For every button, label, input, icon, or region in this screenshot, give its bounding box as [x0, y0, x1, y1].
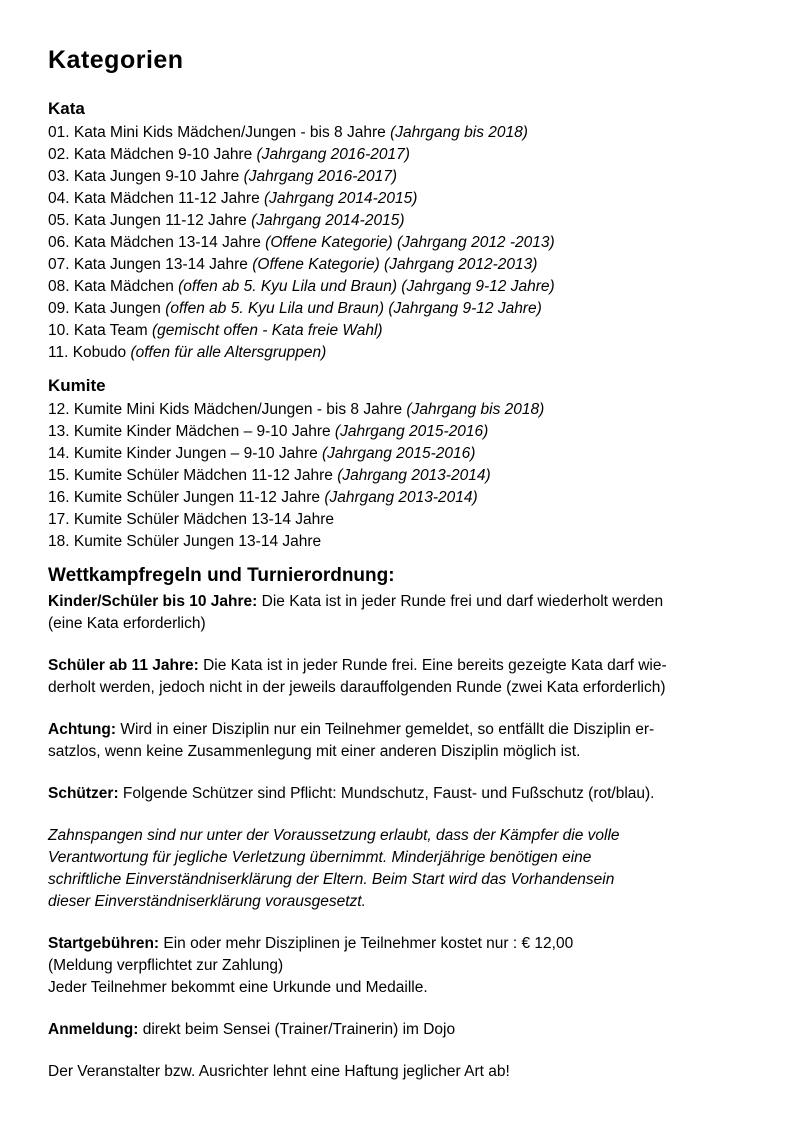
text-segment: (Meldung verpflichtet zur Zahlung)	[48, 957, 284, 974]
text-segment: (offen für alle Altersgruppen)	[130, 344, 327, 361]
text-segment: Folgende Schützer sind Pflicht: Mundschutz, Faust- und Fußschutz (rot/blau).	[118, 785, 655, 802]
text-segment: (Offene Kategorie) (Jahrgang 2012-2013)	[252, 256, 538, 273]
category-item	[48, 421, 750, 443]
text-segment: Kinder/Schüler bis 10 Jahre:	[48, 593, 258, 610]
text-segment: (Jahrgang bis 2018)	[390, 124, 528, 141]
text-segment: Schüler ab 11 Jahre:	[48, 657, 199, 674]
text-segment: (Offene Kategorie) (Jahrgang 2012 -2013)	[265, 234, 555, 251]
rules-section	[48, 565, 750, 1083]
section-heading: Kumite	[48, 376, 106, 395]
text-segment: satzlos, wenn keine Zusammenlegung mit einer anderen Disziplin möglich ist.	[48, 743, 581, 760]
text-segment: (Jahrgang 2015-2016)	[334, 423, 489, 440]
text-segment: Der Veranstalter bzw. Ausrichter lehnt eine Haftung jeglicher Art ab!	[48, 1063, 510, 1080]
text-segment: (Jahrgang 2015-2016)	[322, 445, 476, 462]
text-segment: 16. Kumite Schüler Jungen 11-12 Jahre	[48, 489, 325, 506]
category-item	[48, 342, 750, 364]
text-segment: Die Kata ist in jeder Runde frei. Eine bereits gezeigte Kata darf wie-	[198, 657, 667, 674]
text-segment: (Jahrgang 2013-2014)	[324, 489, 478, 506]
text-segment: 02. Kata Mädchen 9-10 Jahre	[48, 146, 257, 163]
text-segment: derholt werden, jedoch nicht in der jeweils darauffolgenden Runde (zwei Kata erforderlich)	[48, 679, 666, 696]
category-item	[48, 122, 750, 144]
rules-paragraph	[48, 933, 750, 999]
text-segment: (Jahrgang 2014-2015)	[264, 190, 418, 207]
text-segment: Schützer:	[48, 785, 119, 802]
text-segment: (Jahrgang 2014-2015)	[251, 212, 405, 229]
text-segment: Verantwortung für jegliche Verletzung übernimmt. Minderjährige benötigen eine	[48, 849, 592, 866]
text-segment: Ein oder mehr Disziplinen je Teilnehmer kostet nur : € 12,00	[159, 935, 574, 952]
text-segment: direkt beim Sensei (Trainer/Trainerin) im Dojo	[138, 1021, 456, 1038]
rules-paragraph	[48, 825, 750, 913]
category-item	[48, 210, 750, 232]
rules-paragraph	[48, 655, 750, 699]
text-segment: (eine Kata erforderlich)	[48, 615, 206, 632]
rules-paragraphs	[48, 591, 750, 1083]
rules-paragraph	[48, 591, 750, 635]
text-segment: Zahnspangen sind nur unter der Voraussetzung erlaubt, dass der Kämpfer die volle	[48, 827, 620, 844]
text-segment: 15. Kumite Schüler Mädchen 11-12 Jahre	[48, 467, 338, 484]
category-item	[48, 276, 750, 298]
text-segment: 09. Kata Jungen	[48, 300, 166, 317]
category-item	[48, 320, 750, 342]
rules-paragraph	[48, 1019, 750, 1041]
text-segment: Die Kata ist in jeder Runde frei und darf wiederholt werden	[257, 593, 664, 610]
text-segment: (Jahrgang 2016-2017)	[256, 146, 410, 163]
text-segment: (offen ab 5. Kyu Lila und Braun) (Jahrgang 9-12 Jahre)	[165, 300, 542, 317]
category-item	[48, 144, 750, 166]
text-segment: (Jahrgang 2013-2014)	[337, 467, 491, 484]
text-segment: 04. Kata Mädchen 11-12 Jahre	[48, 190, 264, 207]
text-segment: 10. Kata Team	[48, 322, 152, 339]
category-sections	[48, 99, 750, 553]
text-segment: 11. Kobudo	[48, 344, 131, 361]
category-item	[48, 443, 750, 465]
text-segment: 01. Kata Mini Kids Mädchen/Jungen - bis 8 Jahre	[48, 124, 391, 141]
category-item	[48, 509, 750, 531]
text-segment: 17. Kumite Schüler Mädchen 13-14 Jahre	[48, 511, 335, 528]
text-segment: 08. Kata Mädchen	[48, 278, 179, 295]
category-section	[48, 376, 750, 553]
text-segment: schriftliche Einverständniserklärung der Eltern. Beim Start wird das Vorhandensein	[48, 871, 615, 888]
category-item	[48, 254, 750, 276]
category-item	[48, 487, 750, 509]
text-segment: (offen ab 5. Kyu Lila und Braun) (Jahrgang 9-12 Jahre)	[178, 278, 555, 295]
category-item	[48, 465, 750, 487]
category-item	[48, 232, 750, 254]
text-segment: (Jahrgang 2016-2017)	[243, 168, 398, 185]
text-segment: 12. Kumite Mini Kids Mädchen/Jungen - bis 8 Jahre	[48, 401, 407, 418]
text-segment: 06. Kata Mädchen 13-14 Jahre	[48, 234, 266, 251]
text-segment: 07. Kata Jungen 13-14 Jahre	[48, 256, 253, 273]
text-segment: Wird in einer Disziplin nur ein Teilnehmer gemeldet, so entfällt die Disziplin er-	[116, 721, 655, 738]
text-segment: Startgebühren:	[48, 935, 160, 952]
text-segment: 18. Kumite Schüler Jungen 13-14 Jahre	[48, 533, 322, 550]
rules-heading: Wettkampfregeln und Turnierordnung:	[48, 565, 395, 586]
page-title: Kategorien	[48, 46, 184, 74]
text-segment: dieser Einverständniserklärung vorausgesetzt.	[48, 893, 366, 910]
rules-paragraph	[48, 1061, 750, 1083]
text-segment: (Jahrgang bis 2018)	[406, 401, 545, 418]
text-segment: 14. Kumite Kinder Jungen – 9-10 Jahre	[48, 445, 323, 462]
text-segment: 13. Kumite Kinder Mädchen – 9-10 Jahre	[48, 423, 335, 440]
text-segment: Jeder Teilnehmer bekommt eine Urkunde und Medaille.	[48, 979, 428, 996]
text-segment: 03. Kata Jungen 9-10 Jahre	[48, 168, 244, 185]
text-segment: 05. Kata Jungen 11-12 Jahre	[48, 212, 252, 229]
rules-paragraph	[48, 719, 750, 763]
category-item	[48, 298, 750, 320]
text-segment: Anmeldung:	[48, 1021, 139, 1038]
rules-paragraph	[48, 783, 750, 805]
category-item	[48, 166, 750, 188]
category-item	[48, 188, 750, 210]
text-segment: Achtung:	[48, 721, 117, 738]
category-section	[48, 99, 750, 364]
category-item	[48, 531, 750, 553]
section-heading: Kata	[48, 99, 85, 118]
category-item	[48, 399, 750, 421]
text-segment: (gemischt offen - Kata freie Wahl)	[151, 322, 383, 339]
